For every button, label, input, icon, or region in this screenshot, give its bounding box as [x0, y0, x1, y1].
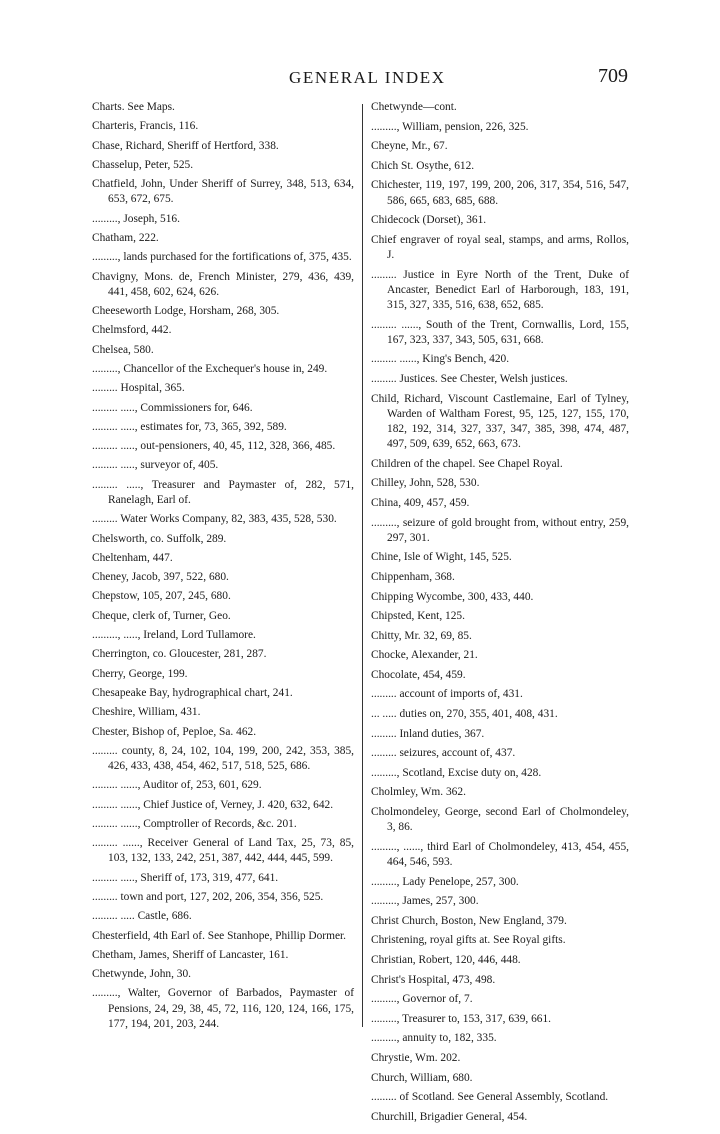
index-entry: Churchill, Brigadier General, 454. — [371, 1110, 528, 1123]
index-entry: Christian, Robert, 120, 446, 448. — [371, 954, 521, 967]
index-entry: ........., Treasurer to, 153, 317, 639, 661. — [371, 1012, 552, 1025]
column-divider — [362, 104, 363, 1027]
index-entry: Chepstow, 105, 207, 245, 680. — [92, 590, 231, 603]
index-entry: Chetham, James, Sheriff of Lancaster, 161. — [92, 948, 289, 961]
index-entry: Chavigny, Mons. de, French Minister, 279, 436, 439, 441, 458, 602, 624, 626. — [92, 270, 354, 298]
index-entry: Christ's Hospital, 473, 498. — [371, 973, 496, 986]
index-entry: ......... ....., Treasurer and Paymaster of, 282, 571, Ranelagh, Earl of. — [92, 478, 354, 506]
index-entry: ......... ....., out-pensioners, 40, 45, 112, 328, 366, 485. — [92, 440, 336, 453]
index-entry: Cherry, George, 199. — [92, 667, 188, 680]
index-entry: Cheyne, Mr., 67. — [371, 140, 448, 153]
index-entry: ......... ..... Castle, 686. — [92, 910, 192, 923]
index-entry: ........., Lady Penelope, 257, 300. — [371, 875, 519, 888]
index-entry: ... ..... duties on, 270, 355, 401, 408, 431. — [371, 708, 558, 721]
index-entry: Cherrington, co. Gloucester, 281, 287. — [92, 648, 267, 661]
index-entry: ......... ......, Comptroller of Records, &c. 201. — [92, 817, 297, 830]
index-entry: Chatfield, John, Under Sheriff of Surrey, 348, 513, 634, 653, 672, 675. — [92, 178, 354, 206]
index-entry: Chipsted, Kent, 125. — [371, 610, 465, 623]
index-entry: Cholmley, Wm. 362. — [371, 786, 466, 799]
index-entry: Cheque, clerk of, Turner, Geo. — [92, 609, 231, 622]
index-entry: ......... county, 8, 24, 102, 104, 199, 200, 242, 353, 385, 426, 433, 438, 454, 462, 517, 518, 525, 686. — [92, 744, 354, 773]
index-entry: Chelmsford, 442. — [92, 324, 172, 337]
running-title: GENERAL INDEX — [289, 68, 446, 87]
index-entry: Chrystie, Wm. 202. — [371, 1051, 461, 1064]
index-entry: Chatham, 222. — [92, 231, 159, 244]
index-entry: ......... ......, Chief Justice of, Verney, J. 420, 632, 642. — [92, 798, 334, 811]
index-column-left — [92, 100, 354, 1036]
index-entry: Cheshire, William, 431. — [92, 706, 201, 719]
index-entry: ........., lands purchased for the fortifications of, 375, 435. — [92, 251, 352, 264]
index-entry: Chipping Wycombe, 300, 433, 440. — [371, 590, 534, 603]
index-column-right — [371, 100, 629, 1129]
index-entry: Chidecock (Dorset), 361. — [371, 214, 487, 227]
index-entry: Charts. See Maps. — [92, 101, 175, 113]
index-entry: ......... town and port, 127, 202, 206, 354, 356, 525. — [92, 891, 324, 903]
index-entry: ......... ....., estimates for, 73, 365, 392, 589. — [92, 420, 287, 433]
index-entry: ........., Joseph, 516. — [92, 212, 180, 225]
index-entry: ......... Justices. See Chester, Welsh justices. — [371, 372, 568, 385]
index-entry: Charteris, Francis, 116. — [92, 120, 199, 133]
index-entry: China, 409, 457, 459. — [371, 496, 470, 509]
index-entry: ......... of Scotland. See General Assembly, Scotland. — [371, 1091, 609, 1104]
index-entry: ......... ....., surveyor of, 405. — [92, 459, 219, 472]
index-entry: Christ Church, Boston, New England, 379. — [371, 914, 567, 927]
index-entry: Chocolate, 454, 459. — [371, 668, 466, 681]
index-entry: ........., annuity to, 182, 335. — [371, 1032, 497, 1045]
index-entry: Chetwynde—cont. — [371, 101, 457, 113]
index-entry: Chilley, John, 528, 530. — [371, 477, 480, 490]
index-entry: ........., ......, third Earl of Cholmondeley, 413, 454, 455, 464, 546, 593. — [371, 840, 629, 869]
index-entry: ......... account of imports of, 431. — [371, 688, 523, 701]
index-entry: ........., Scotland, Excise duty on, 428. — [371, 766, 542, 779]
index-entry: ......... ......, Receiver General of Land Tax, 25, 73, 85, 103, 132, 133, 242, 251, 387, 442, 444, 445, 599. — [92, 837, 354, 865]
index-entry: Child, Richard, Viscount Castlemaine, Earl of Tylney, Warden of Waltham Forest, 95, 125, 127, 155, 170, 182, 192, 314, 327, 337, 347, 385, 398, 474, 487, 497, 509, 639, 652, 663, 673. — [371, 392, 629, 451]
index-entry: ........., Walter, Governor of Barbados, Paymaster of Pensions, 24, 29, 38, 45, 72, 116, 120, 124, 166, 175, 177, 194, 201, 203, 244. — [92, 987, 354, 1030]
index-entry: ........., ....., Ireland, Lord Tullamore. — [92, 629, 256, 642]
page-number: 709 — [598, 65, 628, 87]
index-entry: ........., James, 257, 300. — [371, 895, 479, 908]
index-entry: Chesapeake Bay, hydrographical chart, 241. — [92, 686, 293, 699]
index-entry: Chester, Bishop of, Peploe, Sa. 462. — [92, 725, 257, 738]
index-entry: ........., Chancellor of the Exchequer's house in, 249. — [92, 362, 328, 375]
index-entry: Chelsea, 580. — [92, 343, 154, 356]
index-entry: Chelsworth, co. Suffolk, 289. — [92, 532, 227, 545]
index-entry: Church, William, 680. — [371, 1071, 473, 1084]
index-entry: ........., Governor of, 7. — [371, 993, 473, 1006]
index-entry: ......... seizures, account of, 437. — [371, 747, 516, 760]
index-entry: ......... ....., Commissioners for, 646. — [92, 401, 253, 414]
index-entry: Chase, Richard, Sheriff of Hertford, 338. — [92, 139, 279, 152]
index-entry: Cheney, Jacob, 397, 522, 680. — [92, 571, 229, 584]
index-entry: ......... Water Works Company, 82, 383, 435, 528, 530. — [92, 513, 337, 526]
index-entry: ........., William, pension, 226, 325. — [371, 120, 529, 133]
index-entry: ......... Inland duties, 367. — [371, 727, 485, 740]
index-entry: Chocke, Alexander, 21. — [371, 649, 478, 662]
index-entry: Chichester, 119, 197, 199, 200, 206, 317, 354, 516, 547, 586, 665, 683, 685, 688. — [371, 179, 629, 207]
index-entry: Christening, royal gifts at. See Royal gifts. — [371, 934, 566, 947]
index-entry: ......... ......, Auditor of, 253, 601, 629. — [92, 779, 262, 792]
index-entry: ......... Justice in Eyre North of the Trent, Duke of Ancaster, Benedict Earl of Harborough, 183, 191, 315, 327, 335, 516, 638, 652, 685. — [371, 268, 629, 311]
index-entry: ......... ......, King's Bench, 420. — [371, 353, 510, 366]
index-entry: Chich St. Osythe, 612. — [371, 159, 475, 172]
index-entry: Chippenham, 368. — [371, 570, 455, 583]
page-header — [0, 65, 720, 92]
index-entry: Chasselup, Peter, 525. — [92, 158, 194, 171]
index-entry: ......... ......, South of the Trent, Cornwallis, Lord, 155, 167, 323, 337, 343, 505, 631, 668. — [371, 318, 629, 346]
index-entry: Children of the chapel. See Chapel Royal. — [371, 457, 563, 470]
index-entry: ......... ....., Sheriff of, 173, 319, 477, 641. — [92, 871, 279, 884]
index-entry: Chitty, Mr. 32, 69, 85. — [371, 629, 472, 642]
index-entry: ........., seizure of gold brought from, without entry, 259, 297, 301. — [371, 516, 629, 544]
index-entry: Chetwynde, John, 30. — [92, 968, 192, 981]
index-entry: Chesterfield, 4th Earl of. See Stanhope, Phillip Dormer. — [92, 929, 347, 942]
index-entry: Chief engraver of royal seal, stamps, and arms, Rollos, J. — [371, 233, 629, 261]
index-entry: Chine, Isle of Wight, 145, 525. — [371, 551, 512, 564]
index-entry: Cholmondeley, George, second Earl of Cholmondeley, 3, 86. — [371, 806, 629, 834]
index-entry: ......... Hospital, 365. — [92, 382, 185, 395]
index-entry: Cheltenham, 447. — [92, 551, 173, 564]
index-entry: Cheeseworth Lodge, Horsham, 268, 305. — [92, 305, 280, 318]
